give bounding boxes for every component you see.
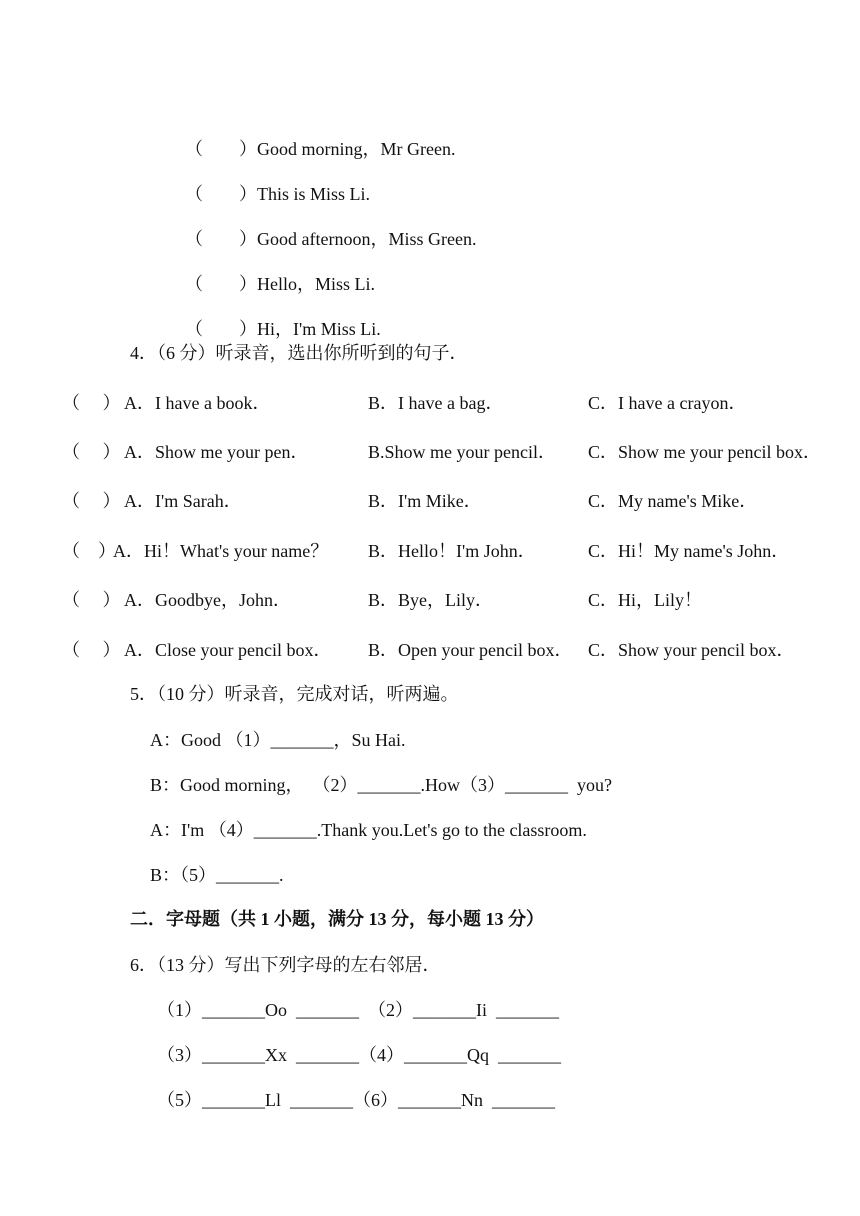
answer-paren[interactable]: （ ） bbox=[185, 184, 257, 204]
option-text: This is Miss Li. bbox=[257, 184, 371, 204]
q5-header: 5．（10 分）听录音，完成对话，听两遍。 bbox=[130, 684, 459, 704]
answer-paren[interactable]: （ ） bbox=[62, 393, 121, 413]
letter-neighbors-line[interactable]: （3）_______Xx _______（4）_______Qq _______ bbox=[157, 1045, 561, 1065]
option-a: A．I'm Sarah． bbox=[124, 491, 242, 511]
option-text: Good afternoon，Miss Green. bbox=[257, 229, 477, 249]
dialogue-line[interactable]: B：Good morning， （2）_______.How（3）_______ you? bbox=[150, 775, 612, 795]
option-c: C．Hi！My name's John． bbox=[588, 541, 790, 561]
dialogue-line[interactable]: A：I'm （4）_______.Thank you.Let's go to the classroom. bbox=[150, 820, 587, 840]
answer-paren[interactable]: （ ） bbox=[185, 139, 257, 159]
letter-neighbors-line[interactable]: （5）_______Ll _______（6）_______Nn _______ bbox=[157, 1090, 555, 1110]
letter-neighbors-line[interactable]: （1）_______Oo _______ （2）_______Ii _______ bbox=[157, 1000, 559, 1020]
option-text: Good morning，Mr Green. bbox=[257, 139, 456, 159]
section-title: 二．字母题（共 1 小题，满分 13 分，每小题 13 分） bbox=[130, 909, 544, 929]
option-c: C．Show me your pencil box． bbox=[588, 442, 821, 462]
option-b: B．Hello！I'm John． bbox=[368, 541, 536, 561]
option-a: A．Goodbye，John． bbox=[124, 590, 291, 610]
option-text: Hello，Miss Li. bbox=[257, 274, 376, 294]
option-a: A．I have a book． bbox=[124, 393, 271, 413]
option-b: B．I'm Mike． bbox=[368, 491, 482, 511]
answer-paren[interactable]: （ ） bbox=[62, 491, 121, 511]
answer-paren[interactable]: （ ） bbox=[185, 319, 257, 339]
option-c: C．I have a crayon． bbox=[588, 393, 747, 413]
option-c: C．My name's Mike． bbox=[588, 491, 758, 511]
option-b: B.Show me your pencil． bbox=[368, 442, 556, 462]
answer-paren[interactable]: （ ） bbox=[62, 442, 121, 462]
answer-paren[interactable]: （ ） bbox=[185, 229, 257, 249]
dialogue-line[interactable]: A：Good （1）_______，Su Hai. bbox=[150, 730, 406, 750]
dialogue-line[interactable]: B：（5）_______. bbox=[150, 865, 284, 885]
option-c: C．Hi，Lily！ bbox=[588, 590, 703, 610]
option-a: A．Close your pencil box． bbox=[124, 640, 332, 660]
option-text: Hi，I'm Miss Li. bbox=[257, 319, 381, 339]
option-a: A．Show me your pen． bbox=[124, 442, 309, 462]
answer-paren[interactable]: （ ） bbox=[62, 590, 121, 610]
answer-paren[interactable]: （ ） bbox=[185, 274, 257, 294]
option-c: C．Show your pencil box． bbox=[588, 640, 795, 660]
option-b: B．Open your pencil box． bbox=[368, 640, 573, 660]
answer-paren[interactable]: （ ） bbox=[62, 640, 121, 660]
q4-header: 4．（6 分）听录音，选出你所听到的句子． bbox=[130, 343, 468, 363]
option-a: A．Hi！What's your name？ bbox=[113, 541, 329, 561]
option-b: B．I have a bag． bbox=[368, 393, 504, 413]
q6-header: 6．（13 分）写出下列字母的左右邻居． bbox=[130, 955, 441, 975]
answer-paren[interactable]: （ ） bbox=[62, 541, 116, 561]
option-b: B．Bye，Lily． bbox=[368, 590, 493, 610]
